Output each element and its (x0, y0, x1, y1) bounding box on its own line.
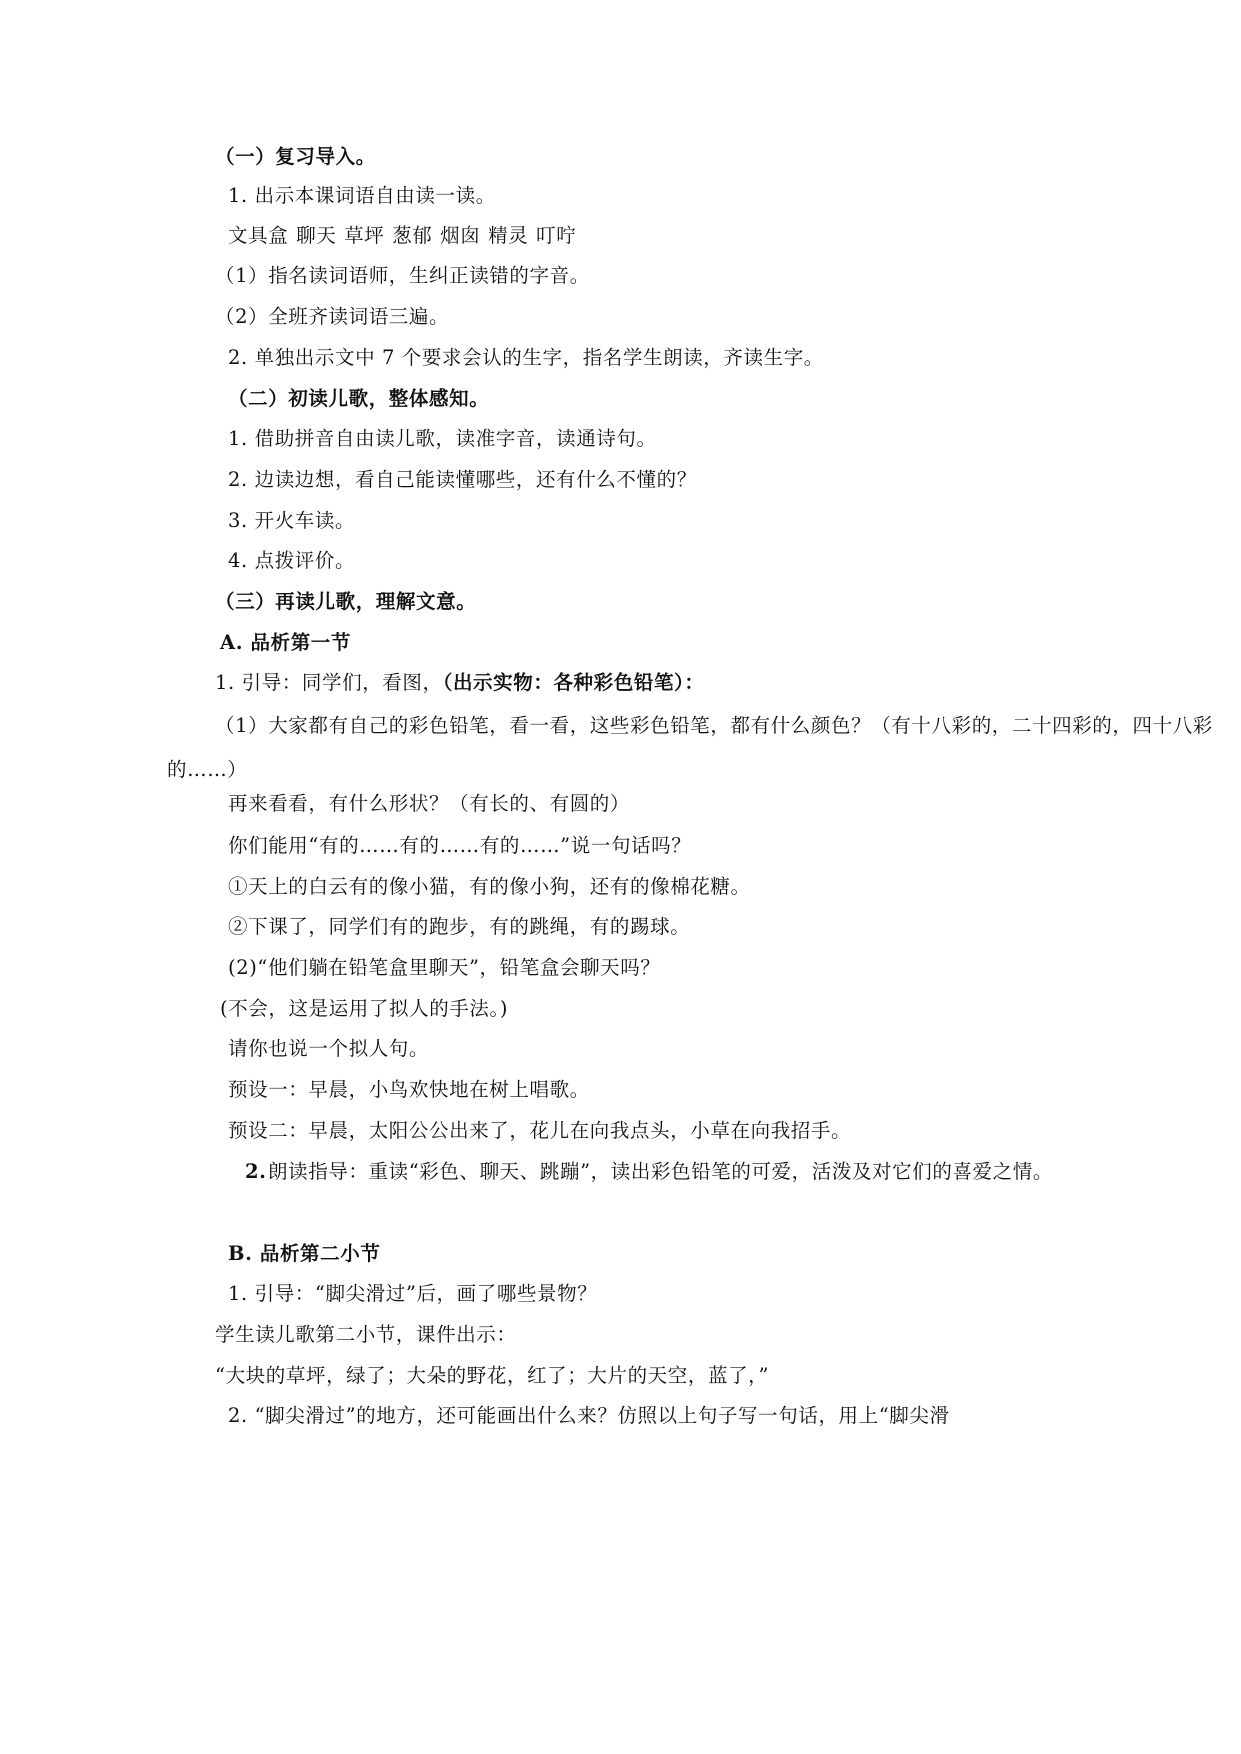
personification-prompt: 请你也说一个拟人句。 (228, 1037, 430, 1060)
section-3b-quote: “大块的草坪，绿了；大朵的野花，红了；大片的天空，蓝了，” (215, 1364, 770, 1387)
section-2-heading: （二）初读儿歌，整体感知。 (228, 387, 490, 410)
section-3a-sub-1: （1）大家都有自己的彩色铅笔，看一看，这些彩色铅笔，都有什么颜色？（有十八彩的，二十四彩的，四十八彩的……） (167, 714, 1213, 781)
vocabulary-words: 文具盒 聊天 草坪 葱郁 烟囱 精灵 叮咛 (228, 224, 577, 247)
section-2-item-1: 1. 借助拼音自由读儿歌，读准字音，读通诗句。 (228, 427, 657, 450)
section-1-item-2: 2. 单独出示文中 7 个要求会认的生字，指名学生朗读，齐读生字。 (228, 346, 824, 369)
youde-question: 你们能用“有的……有的……有的……”说一句话吗？ (228, 834, 692, 857)
section-3b-item-1: 1. 引导：“脚尖滑过”后，画了哪些景物？ (228, 1282, 598, 1305)
section-3-heading: （三）再读儿歌，理解文意。 (215, 590, 477, 613)
shape-question: 再来看看，有什么形状？（有长的、有圆的） (228, 792, 631, 815)
section-3a-item-1 (215, 668, 705, 698)
preset-2: 预设二：早晨，太阳公公出来了，花儿在向我点头，小草在向我招手。 (228, 1119, 852, 1142)
section-3a-heading: A. 品析第一节 (220, 631, 352, 654)
example-2: ②下课了，同学们有的跑步，有的跳绳，有的踢球。 (228, 915, 691, 938)
section-3a-answer: (不会，这是运用了拟人的手法。) (220, 997, 509, 1020)
preset-1: 预设一：早晨，小鸟欢快地在树上唱歌。 (228, 1078, 590, 1101)
section-3b-heading: B. 品析第二小节 (228, 1242, 381, 1265)
section-3a-item-2: 朗读指导：重读“彩色、聊天、跳蹦”，读出彩色铅笔的可爱，活泼及对它们的喜爱之情。 (268, 1160, 1053, 1183)
section-3a-item-1-note: （出示实物：各种彩色铅笔）： (442, 671, 705, 694)
section-3a-item-2-number: 2. (245, 1160, 267, 1183)
section-1-sub-1: （1）指名读词语师，生纠正读错的字音。 (215, 264, 590, 287)
section-3b-read: 学生读儿歌第二小节，课件出示： (215, 1323, 517, 1346)
section-2-item-3: 3. 开火车读。 (228, 509, 356, 532)
section-1-item-1: 1. 出示本课词语自由读一读。 (228, 184, 496, 207)
example-1: ①天上的白云有的像小猫，有的像小狗，还有的像棉花糖。 (228, 875, 751, 898)
section-2-item-2: 2. 边读边想，看自己能读懂哪些，还有什么不懂的？ (228, 468, 697, 491)
section-2-item-4: 4. 点拨评价。 (228, 549, 356, 572)
section-3b-item-2: 2. “脚尖滑过”的地方，还可能画出什么来？仿照以上句子写一句话，用上“脚尖滑 (228, 1404, 950, 1427)
section-1-sub-2: （2）全班齐读词语三遍。 (215, 305, 450, 328)
section-3a-item-1-text: 1. 引导：同学们，看图， (215, 671, 443, 694)
section-3a-sub-2: (2)“他们躺在铅笔盒里聊天”，铅笔盒会聊天吗？ (228, 956, 661, 979)
section-1-heading: （一）复习导入。 (215, 145, 376, 168)
